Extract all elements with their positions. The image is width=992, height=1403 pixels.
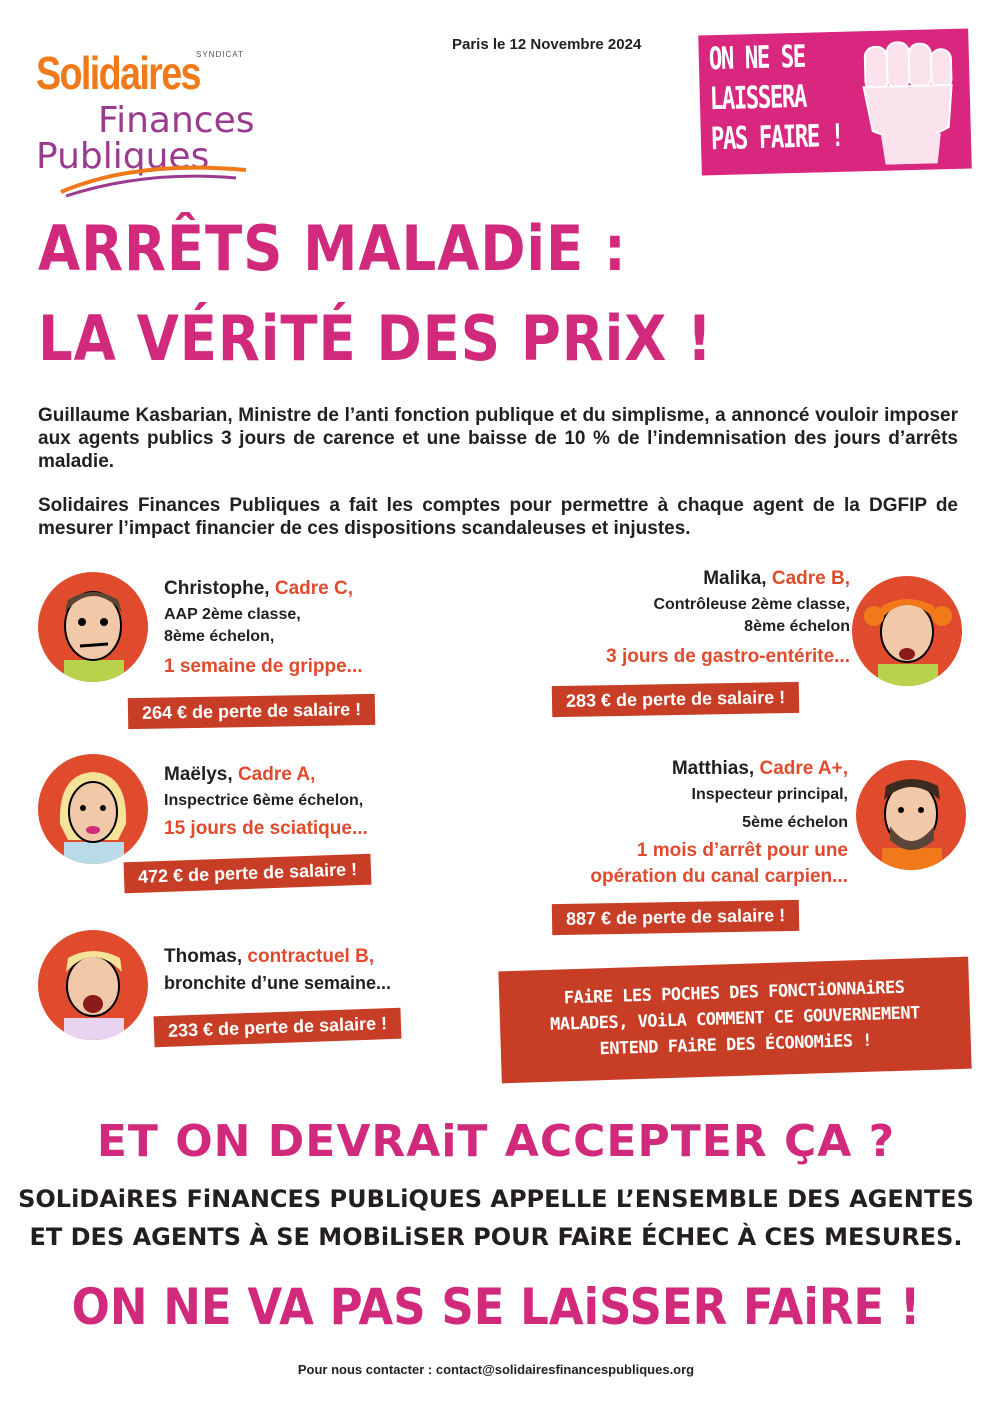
job-level: 5ème échelon: [742, 814, 848, 831]
stamp-line-3: PAS FAIRE !: [710, 117, 844, 158]
loss-badge-matthias: 887 € de perte de salaire !: [552, 900, 800, 935]
page-title-line-1: ARRÊTS MALADiE :: [38, 212, 627, 285]
job-title: Inspectrice 6ème échelon,: [164, 792, 364, 809]
loss-badge-maelys: 472 € de perte de salaire !: [124, 854, 372, 894]
appeal-line-1: SOLiDAiRES FiNANCES PUBLiQUES APPELLE L’ENSEMBLE DES AGENTES: [18, 1185, 974, 1213]
case-christophe: [164, 578, 464, 678]
case-name: [520, 568, 850, 590]
appeal-line-2: ET DES AGENTS À SE MOBiLiSER POUR FAiRE ÉCHEC À CES MESURES.: [29, 1223, 963, 1251]
illness-label: 15 jours de sciatique...: [164, 818, 368, 839]
intro-paragraph-2: Solidaires Finances Publiques a fait les comptes pour permettre à chaque agent de la DGFIP de mesurer l’impact financier de ces dispositions scandaleuses et injustes.: [38, 495, 958, 539]
case-matthias: [500, 758, 848, 888]
job-level: 8ème échelon,: [164, 628, 275, 645]
case-name: [500, 758, 848, 780]
raised-fist-icon: [850, 35, 965, 166]
case-name: [164, 578, 464, 600]
illness-label: 3 jours de gastro-entérite...: [606, 646, 850, 667]
logo-tag: SYNDICAT: [196, 50, 244, 59]
job-title: Inspecteur principal,: [691, 786, 848, 803]
cadre-label: Cadre A,: [237, 764, 316, 785]
document-date: Paris le 12 Novembre 2024: [452, 36, 642, 53]
cadre-label: Cadre A+,: [759, 758, 848, 779]
callout-text: [499, 973, 971, 1066]
stamp-line-1: ON NE SE: [708, 38, 806, 78]
cartoon-face-icon: [38, 572, 148, 682]
avatar-christophe: [38, 572, 148, 682]
callout-box: [498, 957, 971, 1084]
loss-badge-malika: 283 € de perte de salaire !: [552, 682, 800, 717]
cartoon-face-icon: [38, 930, 148, 1040]
person-name: Matthias,: [671, 758, 755, 779]
cadre-label: contractuel B,: [247, 946, 375, 967]
case-malika: [520, 568, 850, 668]
person-name: Christophe,: [164, 578, 270, 599]
illness-label: bronchite d’une semaine...: [164, 973, 392, 993]
cartoon-face-icon: [38, 754, 148, 864]
cartoon-face-icon: [852, 576, 962, 686]
person-name: Thomas,: [164, 946, 243, 967]
logo-solidaires-text: Solidaires: [36, 47, 200, 99]
person-name: Malika,: [703, 568, 767, 589]
cadre-label: Cadre B,: [771, 568, 850, 589]
avatar-thomas: [38, 930, 148, 1040]
final-slogan: ON NE VA PAS SE LAiSSER FAiRE !: [71, 1278, 921, 1336]
illness-label: 1 semaine de grippe...: [164, 656, 363, 677]
cadre-label: Cadre C,: [274, 578, 353, 599]
solidaires-logo: [36, 40, 296, 190]
avatar-matthias: [856, 760, 966, 870]
case-maelys: [164, 764, 464, 840]
case-name: [164, 946, 484, 968]
loss-badge-thomas: 233 € de perte de salaire !: [154, 1008, 402, 1048]
job-level: 8ème échelon: [744, 618, 850, 635]
intro-paragraph-1: Guillaume Kasbarian, Ministre de l’anti fonction publique et du simplisme, a annoncé vouloir imposer aux agents publics 3 jours de carence et une baisse de 10 % de l’indemnisation des jours d’arrêts maladie.: [38, 405, 958, 472]
logo-publiques-text: Publiques: [36, 136, 210, 177]
loss-badge-christophe: 264 € de perte de salaire !: [128, 694, 376, 729]
logo-swoosh-icon: [56, 160, 256, 200]
cartoon-face-icon: [856, 760, 966, 870]
person-name: Maëlys,: [164, 764, 233, 785]
stamp-banner: [698, 28, 972, 175]
illness-label-line-1: 1 mois d’arrêt pour une: [636, 840, 848, 861]
contact-line: Pour nous contacter : contact@solidairesfinancespubliques.org: [297, 1362, 695, 1377]
illness-label-line-2: opération du canal carpien...: [590, 866, 848, 887]
callout-line-3: ENTEND FAiRE DES ÉCONOMiES !: [599, 1030, 873, 1060]
callout-line-2: MALADES, VOiLA COMMENT CE GOUVERNEMENT: [549, 1003, 921, 1035]
callout-line-1: FAiRE LES POCHES DES FONCTiONNAiRES: [563, 977, 905, 1009]
case-thomas: [164, 946, 484, 994]
case-name: [164, 764, 464, 786]
question-heading: ET ON DEVRAiT ACCEPTER ÇA ?: [96, 1116, 896, 1167]
job-title: Contrôleuse 2ème classe,: [653, 596, 850, 613]
page-title-line-2: LA VÉRiTÉ DES PRiX !: [38, 302, 713, 375]
job-title: AAP 2ème classe,: [164, 606, 301, 623]
stamp-text: [708, 36, 843, 159]
logo-finances-text: Finances: [98, 100, 255, 141]
avatar-malika: [852, 576, 962, 686]
stamp-line-2: LAISSERA: [709, 78, 807, 118]
avatar-maelys: [38, 754, 148, 864]
